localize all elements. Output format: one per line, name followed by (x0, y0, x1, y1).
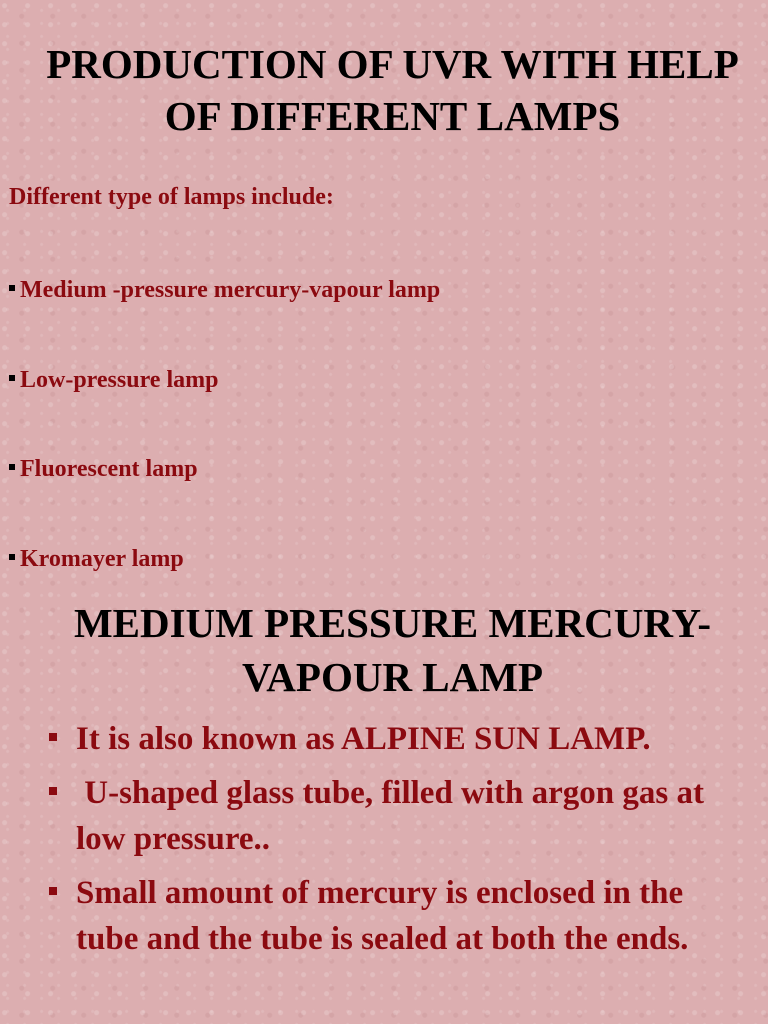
bullet-square-icon (9, 554, 15, 560)
slide-title: MEDIUM PRESSURE MERCURY-VAPOUR LAMP (73, 600, 712, 700)
list-item-text: It is also known as ALPINE SUN LAMP. (76, 721, 651, 757)
slide-medium-pressure-lamp (0, 596, 768, 1024)
lamp-type-list (9, 274, 440, 632)
list-item (9, 453, 440, 543)
list-item-text: U-shaped glass tube, filled with argon gas at low pressure.. (76, 775, 713, 857)
list-item-label: Kromayer lamp (20, 545, 184, 572)
list-item-label: Medium -pressure mercury-vapour lamp (20, 277, 441, 303)
bullet-square-icon (49, 887, 57, 895)
list-item-label: Fluorescent lamp (20, 456, 198, 482)
list-item (46, 716, 736, 762)
intro-text: Different type of lamps include: (9, 184, 334, 210)
list-item (9, 364, 440, 454)
list-item (46, 770, 736, 862)
list-item-text: Small amount of mercury is enclosed in the tube and the tube is sealed at both the ends. (76, 875, 689, 957)
bullet-square-icon (9, 464, 15, 470)
bullet-square-icon (49, 733, 57, 741)
bullet-square-icon (49, 787, 57, 795)
bullet-square-icon (9, 285, 15, 291)
list-item (46, 870, 736, 962)
slide-title: PRODUCTION OF UVR WITH HELP OF DIFFERENT LAMPS (46, 41, 739, 139)
bullet-square-icon (9, 375, 15, 381)
list-item-label: Low-pressure lamp (20, 366, 219, 393)
list-item (9, 274, 440, 364)
lamp-description-list (46, 716, 736, 970)
